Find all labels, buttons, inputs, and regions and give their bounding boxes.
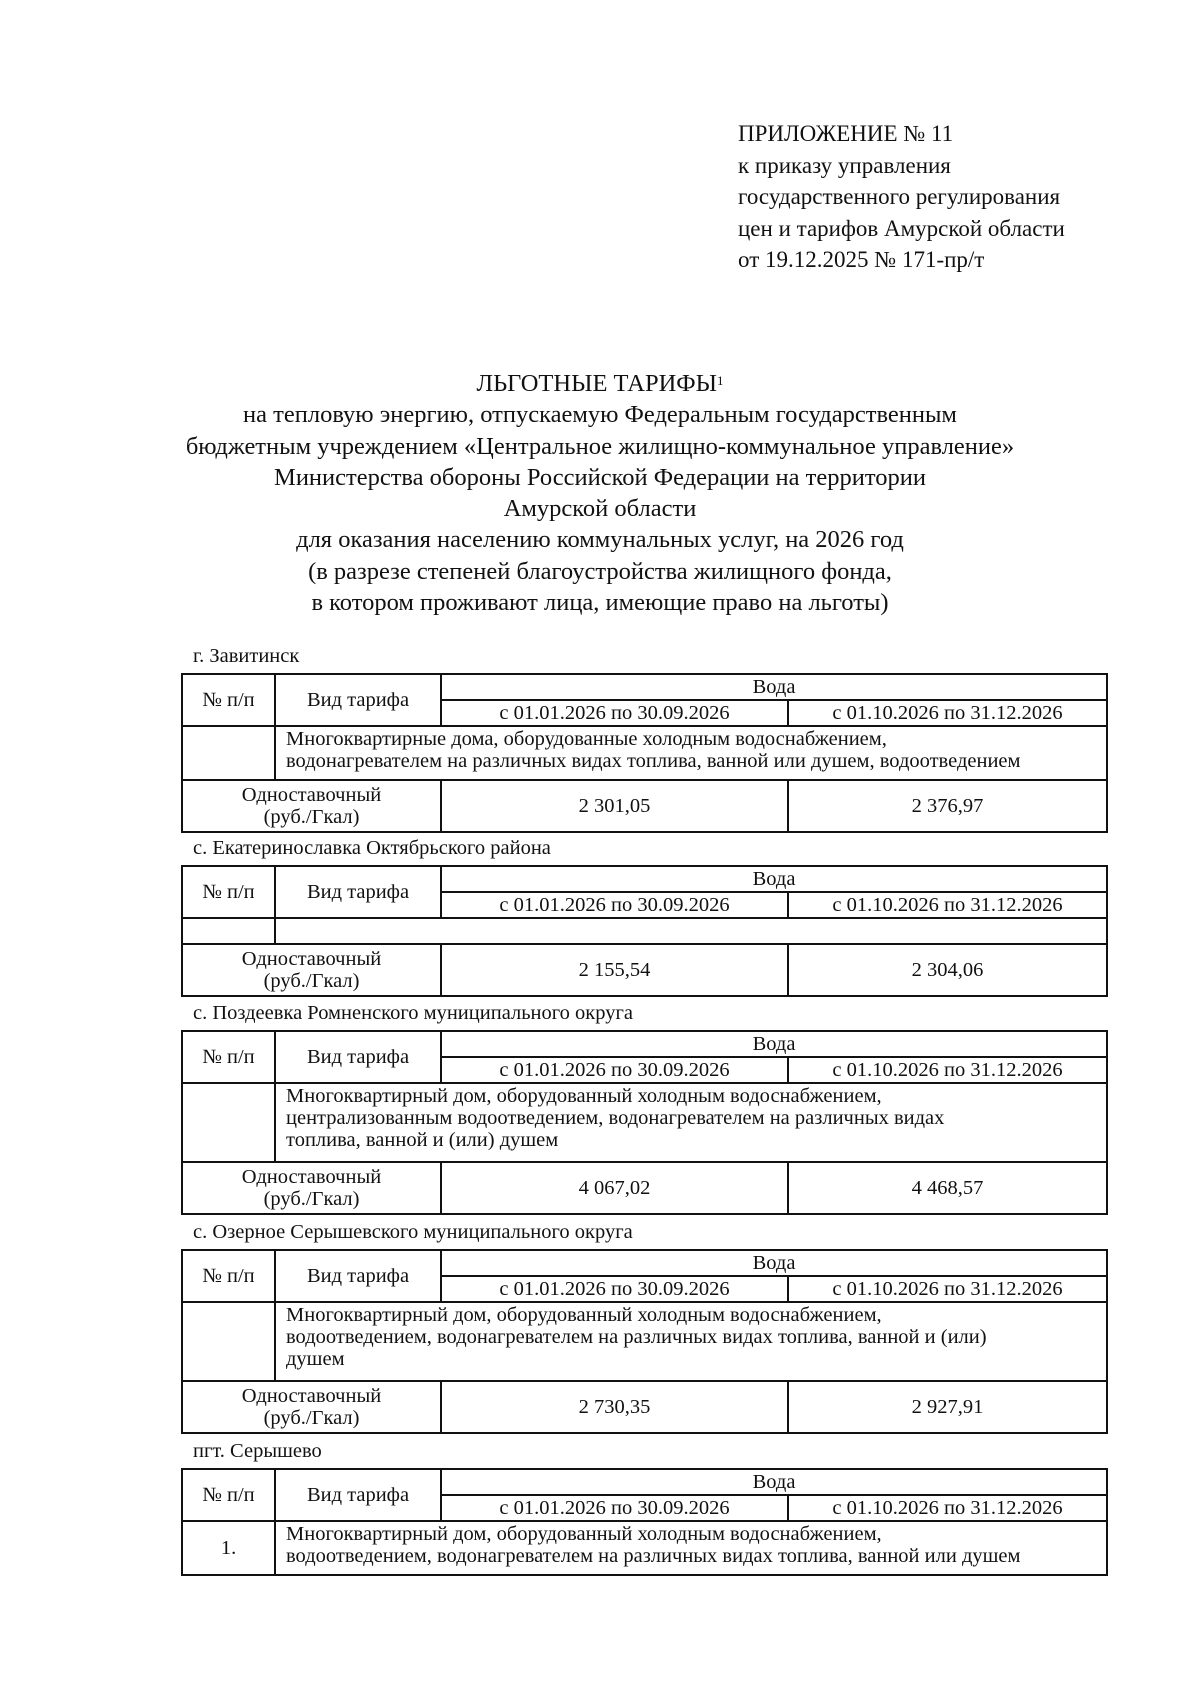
appendix-line: от 19.12.2025 № 171-пр/т: [738, 247, 985, 272]
tariff-label: Одноставочный (руб./Гкал): [182, 1381, 441, 1433]
tariff-table: [181, 1030, 1108, 1215]
header-group: Вода: [441, 1031, 1107, 1057]
row-number: [182, 1083, 275, 1162]
header-period-1: с 01.01.2026 по 30.09.2026: [441, 700, 788, 726]
location-label: с. Озерное Серышевского муниципального округа: [193, 1221, 633, 1243]
header-tariff-type: Вид тарифа: [275, 866, 441, 918]
housing-description: Многоквартирный дом, оборудованный холодным водоснабжением, водоотведением, водонагревателем на различных видах топлива, ванной или душем: [275, 1521, 1107, 1575]
title-line: Министерства обороны Российской Федерации на территории: [274, 463, 926, 491]
header-period-2: с 01.10.2026 по 31.12.2026: [788, 700, 1107, 726]
tariff-value-1: 2 301,05: [441, 780, 788, 832]
header-period-2: с 01.10.2026 по 31.12.2026: [788, 1276, 1107, 1302]
tariff-value-2: 2 927,91: [788, 1381, 1107, 1433]
header-tariff-type: Вид тарифа: [275, 1031, 441, 1083]
tariff-value-2: 2 304,06: [788, 944, 1107, 996]
title-line: на тепловую энергию, отпускаемую Федеральным государственным: [243, 401, 957, 429]
title-line: бюджетным учреждением «Центральное жилищно-коммунальное управление»: [185, 432, 1015, 460]
header-num: № п/п: [182, 866, 275, 918]
location-label: с. Поздеевка Ромненского муниципального округа: [193, 1002, 633, 1024]
appendix-line: государственного регулирования: [738, 184, 1061, 209]
header-period-1: с 01.01.2026 по 30.09.2026: [441, 1057, 788, 1083]
header-period-2: с 01.10.2026 по 31.12.2026: [788, 1495, 1107, 1521]
tariff-table: [181, 1468, 1108, 1576]
row-number: [182, 726, 275, 780]
header-tariff-type: Вид тарифа: [275, 1469, 441, 1521]
tariff-value-1: 2 155,54: [441, 944, 788, 996]
tariff-value-2: 4 468,57: [788, 1162, 1107, 1214]
title-line: в котором проживают лица, имеющие право на льготы): [311, 589, 889, 617]
row-number: 1.: [182, 1521, 275, 1575]
appendix-line: ПРИЛОЖЕНИЕ № 11: [738, 121, 954, 146]
header-group: Вода: [441, 1250, 1107, 1276]
tariff-table: [181, 865, 1108, 997]
appendix-line: к приказу управления: [738, 152, 951, 178]
tariff-table: [181, 1249, 1108, 1434]
title-line: для оказания населению коммунальных услуг, на 2026 год: [296, 526, 904, 554]
header-period-2: с 01.10.2026 по 31.12.2026: [788, 1057, 1107, 1083]
header-group: Вода: [441, 866, 1107, 892]
tariff-value-1: 4 067,02: [441, 1162, 788, 1214]
location-label: г. Завитинск: [193, 645, 300, 667]
housing-description: [275, 918, 1107, 944]
header-period-1: с 01.01.2026 по 30.09.2026: [441, 1495, 788, 1521]
header-num: № п/п: [182, 674, 275, 726]
tariff-value-1: 2 730,35: [441, 1381, 788, 1433]
header-group: Вода: [441, 674, 1107, 700]
tariff-label: Одноставочный (руб./Гкал): [182, 1162, 441, 1214]
housing-description: Многоквартирные дома, оборудованные холодным водоснабжением, водонагревателем на различных видах топлива, ванной или душем, водоотведением: [275, 726, 1107, 780]
header-num: № п/п: [182, 1031, 275, 1083]
appendix-block: [738, 118, 1065, 276]
location-label: пгт. Серышево: [193, 1440, 322, 1462]
document-title: [100, 368, 1100, 618]
footnote-mark: 1: [717, 373, 724, 388]
header-period-2: с 01.10.2026 по 31.12.2026: [788, 892, 1107, 918]
row-number: [182, 1302, 275, 1381]
header-period-1: с 01.01.2026 по 30.09.2026: [441, 892, 788, 918]
housing-description: Многоквартирный дом, оборудованный холодным водоснабжением, централизованным водоотведением, водонагревателем на различных видах топлива, ванной и (или) душем: [275, 1083, 1107, 1162]
header-num: № п/п: [182, 1250, 275, 1302]
location-label: с. Екатеринославка Октябрьского района: [193, 837, 551, 859]
header-period-1: с 01.01.2026 по 30.09.2026: [441, 1276, 788, 1302]
header-tariff-type: Вид тарифа: [275, 674, 441, 726]
appendix-line: цен и тарифов Амурской области: [738, 215, 1065, 241]
title-line: (в разрезе степеней благоустройства жилищного фонда,: [308, 557, 892, 585]
header-num: № п/п: [182, 1469, 275, 1521]
header-tariff-type: Вид тарифа: [275, 1250, 441, 1302]
tariff-table: [181, 673, 1108, 833]
title-main: ЛЬГОТНЫЕ ТАРИФЫ$^1$: [476, 370, 724, 397]
housing-description: Многоквартирный дом, оборудованный холодным водоснабжением, водоотведением, водонагревателем на различных видах топлива, ванной и (или) душем: [275, 1302, 1107, 1381]
tariff-value-2: 2 376,97: [788, 780, 1107, 832]
title-line: Амурской области: [503, 495, 697, 523]
row-number: [182, 918, 275, 944]
tariff-label: Одноставочный (руб./Гкал): [182, 780, 441, 832]
header-group: Вода: [441, 1469, 1107, 1495]
tariff-label: Одноставочный (руб./Гкал): [182, 944, 441, 996]
